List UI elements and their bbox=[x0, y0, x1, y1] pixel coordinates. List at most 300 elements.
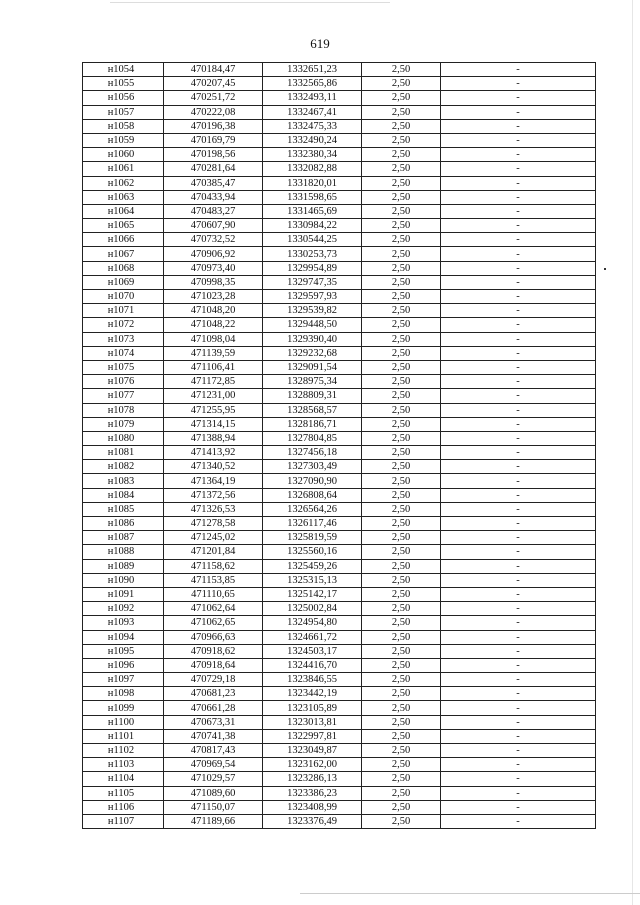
y-coordinate-cell: 1323049,87 bbox=[263, 744, 362, 758]
x-coordinate-cell: 470741,38 bbox=[164, 729, 263, 743]
accuracy-cell: 2,50 bbox=[362, 687, 441, 701]
table-row bbox=[83, 304, 596, 318]
y-coordinate-cell: 1328568,57 bbox=[263, 403, 362, 417]
table-row bbox=[83, 162, 596, 176]
accuracy-cell: 2,50 bbox=[362, 701, 441, 715]
x-coordinate-cell: 470385,47 bbox=[164, 176, 263, 190]
x-coordinate-cell: 470918,62 bbox=[164, 644, 263, 658]
table-row bbox=[83, 389, 596, 403]
accuracy-cell: 2,50 bbox=[362, 673, 441, 687]
point-id-cell: н1100 bbox=[83, 715, 164, 729]
table-row bbox=[83, 658, 596, 672]
y-coordinate-cell: 1325002,84 bbox=[263, 602, 362, 616]
accuracy-cell: 2,50 bbox=[362, 318, 441, 332]
y-coordinate-cell: 1325142,17 bbox=[263, 587, 362, 601]
note-cell: - bbox=[441, 375, 596, 389]
accuracy-cell: 2,50 bbox=[362, 204, 441, 218]
note-cell: - bbox=[441, 431, 596, 445]
x-coordinate-cell: 470817,43 bbox=[164, 744, 263, 758]
accuracy-cell: 2,50 bbox=[362, 630, 441, 644]
note-cell: - bbox=[441, 687, 596, 701]
x-coordinate-cell: 470251,72 bbox=[164, 91, 263, 105]
x-coordinate-cell: 471172,85 bbox=[164, 375, 263, 389]
table-row bbox=[83, 715, 596, 729]
accuracy-cell: 2,50 bbox=[362, 375, 441, 389]
y-coordinate-cell: 1325315,13 bbox=[263, 573, 362, 587]
point-id-cell: н1058 bbox=[83, 119, 164, 133]
note-cell: - bbox=[441, 119, 596, 133]
x-coordinate-cell: 471372,56 bbox=[164, 488, 263, 502]
note-cell: - bbox=[441, 176, 596, 190]
accuracy-cell: 2,50 bbox=[362, 715, 441, 729]
note-cell: - bbox=[441, 77, 596, 91]
x-coordinate-cell: 471158,62 bbox=[164, 559, 263, 573]
x-coordinate-cell: 471098,04 bbox=[164, 332, 263, 346]
point-id-cell: н1107 bbox=[83, 814, 164, 828]
y-coordinate-cell: 1324954,80 bbox=[263, 616, 362, 630]
accuracy-cell: 2,50 bbox=[362, 417, 441, 431]
y-coordinate-cell: 1327804,85 bbox=[263, 431, 362, 445]
x-coordinate-cell: 471062,64 bbox=[164, 602, 263, 616]
accuracy-cell: 2,50 bbox=[362, 133, 441, 147]
x-coordinate-cell: 471023,28 bbox=[164, 290, 263, 304]
point-id-cell: н1087 bbox=[83, 531, 164, 545]
point-id-cell: н1092 bbox=[83, 602, 164, 616]
table-row bbox=[83, 531, 596, 545]
x-coordinate-cell: 470966,63 bbox=[164, 630, 263, 644]
note-cell: - bbox=[441, 346, 596, 360]
accuracy-cell: 2,50 bbox=[362, 233, 441, 247]
x-coordinate-cell: 470198,56 bbox=[164, 148, 263, 162]
x-coordinate-cell: 471110,65 bbox=[164, 587, 263, 601]
accuracy-cell: 2,50 bbox=[362, 488, 441, 502]
point-id-cell: н1101 bbox=[83, 729, 164, 743]
page-number: 619 bbox=[310, 36, 330, 51]
accuracy-cell: 2,50 bbox=[362, 587, 441, 601]
note-cell: - bbox=[441, 814, 596, 828]
y-coordinate-cell: 1330544,25 bbox=[263, 233, 362, 247]
table-row bbox=[83, 814, 596, 828]
table-row bbox=[83, 332, 596, 346]
point-id-cell: н1095 bbox=[83, 644, 164, 658]
accuracy-cell: 2,50 bbox=[362, 304, 441, 318]
x-coordinate-cell: 471089,60 bbox=[164, 786, 263, 800]
y-coordinate-cell: 1324503,17 bbox=[263, 644, 362, 658]
point-id-cell: н1077 bbox=[83, 389, 164, 403]
point-id-cell: н1090 bbox=[83, 573, 164, 587]
x-coordinate-cell: 471048,20 bbox=[164, 304, 263, 318]
y-coordinate-cell: 1323442,19 bbox=[263, 687, 362, 701]
x-coordinate-cell: 471153,85 bbox=[164, 573, 263, 587]
note-cell: - bbox=[441, 673, 596, 687]
y-coordinate-cell: 1324661,72 bbox=[263, 630, 362, 644]
accuracy-cell: 2,50 bbox=[362, 602, 441, 616]
coordinates-table-body bbox=[83, 63, 596, 829]
point-id-cell: н1094 bbox=[83, 630, 164, 644]
note-cell: - bbox=[441, 389, 596, 403]
accuracy-cell: 2,50 bbox=[362, 446, 441, 460]
point-id-cell: н1068 bbox=[83, 261, 164, 275]
point-id-cell: н1088 bbox=[83, 545, 164, 559]
table-row bbox=[83, 673, 596, 687]
note-cell: - bbox=[441, 772, 596, 786]
x-coordinate-cell: 470729,18 bbox=[164, 673, 263, 687]
x-coordinate-cell: 471231,00 bbox=[164, 389, 263, 403]
table-row bbox=[83, 800, 596, 814]
x-coordinate-cell: 470169,79 bbox=[164, 133, 263, 147]
point-id-cell: н1065 bbox=[83, 219, 164, 233]
table-row bbox=[83, 446, 596, 460]
x-coordinate-cell: 470184,47 bbox=[164, 63, 263, 77]
point-id-cell: н1072 bbox=[83, 318, 164, 332]
table-row bbox=[83, 573, 596, 587]
point-id-cell: н1105 bbox=[83, 786, 164, 800]
point-id-cell: н1102 bbox=[83, 744, 164, 758]
note-cell: - bbox=[441, 587, 596, 601]
point-id-cell: н1071 bbox=[83, 304, 164, 318]
table-row bbox=[83, 204, 596, 218]
table-row bbox=[83, 630, 596, 644]
table-row bbox=[83, 431, 596, 445]
y-coordinate-cell: 1332493,11 bbox=[263, 91, 362, 105]
table-row bbox=[83, 417, 596, 431]
point-id-cell: н1080 bbox=[83, 431, 164, 445]
scan-artifact-right-edge bbox=[632, 0, 633, 905]
accuracy-cell: 2,50 bbox=[362, 502, 441, 516]
note-cell: - bbox=[441, 531, 596, 545]
table-row bbox=[83, 502, 596, 516]
table-row bbox=[83, 360, 596, 374]
point-id-cell: н1055 bbox=[83, 77, 164, 91]
point-id-cell: н1104 bbox=[83, 772, 164, 786]
table-row bbox=[83, 176, 596, 190]
accuracy-cell: 2,50 bbox=[362, 290, 441, 304]
table-row bbox=[83, 133, 596, 147]
y-coordinate-cell: 1329747,35 bbox=[263, 275, 362, 289]
point-id-cell: н1086 bbox=[83, 517, 164, 531]
accuracy-cell: 2,50 bbox=[362, 814, 441, 828]
point-id-cell: н1079 bbox=[83, 417, 164, 431]
note-cell: - bbox=[441, 446, 596, 460]
y-coordinate-cell: 1330253,73 bbox=[263, 247, 362, 261]
x-coordinate-cell: 471314,15 bbox=[164, 417, 263, 431]
x-coordinate-cell: 471150,07 bbox=[164, 800, 263, 814]
x-coordinate-cell: 471245,02 bbox=[164, 531, 263, 545]
y-coordinate-cell: 1332490,24 bbox=[263, 133, 362, 147]
x-coordinate-cell: 471364,19 bbox=[164, 474, 263, 488]
accuracy-cell: 2,50 bbox=[362, 105, 441, 119]
accuracy-cell: 2,50 bbox=[362, 800, 441, 814]
point-id-cell: н1057 bbox=[83, 105, 164, 119]
table-row bbox=[83, 290, 596, 304]
accuracy-cell: 2,50 bbox=[362, 531, 441, 545]
table-row bbox=[83, 375, 596, 389]
x-coordinate-cell: 471062,65 bbox=[164, 616, 263, 630]
accuracy-cell: 2,50 bbox=[362, 758, 441, 772]
note-cell: - bbox=[441, 488, 596, 502]
y-coordinate-cell: 1328809,31 bbox=[263, 389, 362, 403]
note-cell: - bbox=[441, 559, 596, 573]
table-row bbox=[83, 275, 596, 289]
point-id-cell: н1096 bbox=[83, 658, 164, 672]
y-coordinate-cell: 1329539,82 bbox=[263, 304, 362, 318]
note-cell: - bbox=[441, 573, 596, 587]
y-coordinate-cell: 1330984,22 bbox=[263, 219, 362, 233]
y-coordinate-cell: 1332467,41 bbox=[263, 105, 362, 119]
y-coordinate-cell: 1331598,65 bbox=[263, 190, 362, 204]
table-row bbox=[83, 687, 596, 701]
note-cell: - bbox=[441, 360, 596, 374]
accuracy-cell: 2,50 bbox=[362, 346, 441, 360]
x-coordinate-cell: 470222,08 bbox=[164, 105, 263, 119]
y-coordinate-cell: 1332380,34 bbox=[263, 148, 362, 162]
point-id-cell: н1067 bbox=[83, 247, 164, 261]
accuracy-cell: 2,50 bbox=[362, 616, 441, 630]
accuracy-cell: 2,50 bbox=[362, 275, 441, 289]
note-cell: - bbox=[441, 190, 596, 204]
table-row bbox=[83, 772, 596, 786]
table-row bbox=[83, 119, 596, 133]
y-coordinate-cell: 1323408,99 bbox=[263, 800, 362, 814]
accuracy-cell: 2,50 bbox=[362, 360, 441, 374]
accuracy-cell: 2,50 bbox=[362, 744, 441, 758]
note-cell: - bbox=[441, 247, 596, 261]
point-id-cell: н1085 bbox=[83, 502, 164, 516]
point-id-cell: н1059 bbox=[83, 133, 164, 147]
point-id-cell: н1062 bbox=[83, 176, 164, 190]
x-coordinate-cell: 470906,92 bbox=[164, 247, 263, 261]
point-id-cell: н1097 bbox=[83, 673, 164, 687]
table-row bbox=[83, 190, 596, 204]
note-cell: - bbox=[441, 460, 596, 474]
x-coordinate-cell: 470732,52 bbox=[164, 233, 263, 247]
y-coordinate-cell: 1326564,26 bbox=[263, 502, 362, 516]
note-cell: - bbox=[441, 502, 596, 516]
point-id-cell: н1069 bbox=[83, 275, 164, 289]
y-coordinate-cell: 1323162,00 bbox=[263, 758, 362, 772]
x-coordinate-cell: 470673,31 bbox=[164, 715, 263, 729]
y-coordinate-cell: 1325819,59 bbox=[263, 531, 362, 545]
note-cell: - bbox=[441, 162, 596, 176]
note-cell: - bbox=[441, 786, 596, 800]
note-cell: - bbox=[441, 616, 596, 630]
x-coordinate-cell: 471340,52 bbox=[164, 460, 263, 474]
accuracy-cell: 2,50 bbox=[362, 772, 441, 786]
accuracy-cell: 2,50 bbox=[362, 63, 441, 77]
y-coordinate-cell: 1332475,33 bbox=[263, 119, 362, 133]
accuracy-cell: 2,50 bbox=[362, 119, 441, 133]
x-coordinate-cell: 471106,41 bbox=[164, 360, 263, 374]
y-coordinate-cell: 1322997,81 bbox=[263, 729, 362, 743]
x-coordinate-cell: 470969,54 bbox=[164, 758, 263, 772]
accuracy-cell: 2,50 bbox=[362, 190, 441, 204]
note-cell: - bbox=[441, 403, 596, 417]
table-row bbox=[83, 460, 596, 474]
point-id-cell: н1106 bbox=[83, 800, 164, 814]
x-coordinate-cell: 471029,57 bbox=[164, 772, 263, 786]
y-coordinate-cell: 1327456,18 bbox=[263, 446, 362, 460]
table-row bbox=[83, 488, 596, 502]
accuracy-cell: 2,50 bbox=[362, 148, 441, 162]
table-row bbox=[83, 318, 596, 332]
point-id-cell: н1056 bbox=[83, 91, 164, 105]
y-coordinate-cell: 1331820,01 bbox=[263, 176, 362, 190]
accuracy-cell: 2,50 bbox=[362, 176, 441, 190]
note-cell: - bbox=[441, 758, 596, 772]
y-coordinate-cell: 1329232,68 bbox=[263, 346, 362, 360]
point-id-cell: н1081 bbox=[83, 446, 164, 460]
y-coordinate-cell: 1323013,81 bbox=[263, 715, 362, 729]
y-coordinate-cell: 1323286,13 bbox=[263, 772, 362, 786]
point-id-cell: н1082 bbox=[83, 460, 164, 474]
note-cell: - bbox=[441, 644, 596, 658]
y-coordinate-cell: 1323105,89 bbox=[263, 701, 362, 715]
note-cell: - bbox=[441, 105, 596, 119]
note-cell: - bbox=[441, 290, 596, 304]
accuracy-cell: 2,50 bbox=[362, 658, 441, 672]
y-coordinate-cell: 1328186,71 bbox=[263, 417, 362, 431]
x-coordinate-cell: 470973,40 bbox=[164, 261, 263, 275]
accuracy-cell: 2,50 bbox=[362, 332, 441, 346]
note-cell: - bbox=[441, 304, 596, 318]
accuracy-cell: 2,50 bbox=[362, 247, 441, 261]
y-coordinate-cell: 1325560,16 bbox=[263, 545, 362, 559]
y-coordinate-cell: 1323376,49 bbox=[263, 814, 362, 828]
y-coordinate-cell: 1326117,46 bbox=[263, 517, 362, 531]
note-cell: - bbox=[441, 204, 596, 218]
table-row bbox=[83, 616, 596, 630]
x-coordinate-cell: 471255,95 bbox=[164, 403, 263, 417]
note-cell: - bbox=[441, 318, 596, 332]
accuracy-cell: 2,50 bbox=[362, 559, 441, 573]
accuracy-cell: 2,50 bbox=[362, 77, 441, 91]
point-id-cell: н1089 bbox=[83, 559, 164, 573]
point-id-cell: н1084 bbox=[83, 488, 164, 502]
accuracy-cell: 2,50 bbox=[362, 729, 441, 743]
y-coordinate-cell: 1323846,55 bbox=[263, 673, 362, 687]
note-cell: - bbox=[441, 701, 596, 715]
note-cell: - bbox=[441, 63, 596, 77]
note-cell: - bbox=[441, 148, 596, 162]
point-id-cell: н1074 bbox=[83, 346, 164, 360]
note-cell: - bbox=[441, 715, 596, 729]
x-coordinate-cell: 471413,92 bbox=[164, 446, 263, 460]
accuracy-cell: 2,50 bbox=[362, 573, 441, 587]
y-coordinate-cell: 1329091,54 bbox=[263, 360, 362, 374]
scan-artifact-dot bbox=[604, 268, 606, 270]
x-coordinate-cell: 471189,66 bbox=[164, 814, 263, 828]
note-cell: - bbox=[441, 474, 596, 488]
accuracy-cell: 2,50 bbox=[362, 389, 441, 403]
note-cell: - bbox=[441, 545, 596, 559]
table-row bbox=[83, 644, 596, 658]
accuracy-cell: 2,50 bbox=[362, 403, 441, 417]
y-coordinate-cell: 1331465,69 bbox=[263, 204, 362, 218]
point-id-cell: н1061 bbox=[83, 162, 164, 176]
table-row bbox=[83, 602, 596, 616]
x-coordinate-cell: 470281,64 bbox=[164, 162, 263, 176]
y-coordinate-cell: 1332082,88 bbox=[263, 162, 362, 176]
note-cell: - bbox=[441, 275, 596, 289]
table-row bbox=[83, 346, 596, 360]
table-row bbox=[83, 474, 596, 488]
point-id-cell: н1064 bbox=[83, 204, 164, 218]
note-cell: - bbox=[441, 630, 596, 644]
y-coordinate-cell: 1332565,86 bbox=[263, 77, 362, 91]
y-coordinate-cell: 1323386,23 bbox=[263, 786, 362, 800]
accuracy-cell: 2,50 bbox=[362, 786, 441, 800]
table-row bbox=[83, 91, 596, 105]
point-id-cell: н1060 bbox=[83, 148, 164, 162]
accuracy-cell: 2,50 bbox=[362, 219, 441, 233]
table-row bbox=[83, 77, 596, 91]
y-coordinate-cell: 1325459,26 bbox=[263, 559, 362, 573]
accuracy-cell: 2,50 bbox=[362, 545, 441, 559]
point-id-cell: н1103 bbox=[83, 758, 164, 772]
point-id-cell: н1076 bbox=[83, 375, 164, 389]
x-coordinate-cell: 471139,59 bbox=[164, 346, 263, 360]
note-cell: - bbox=[441, 417, 596, 431]
x-coordinate-cell: 471326,53 bbox=[164, 502, 263, 516]
note-cell: - bbox=[441, 517, 596, 531]
point-id-cell: н1054 bbox=[83, 63, 164, 77]
x-coordinate-cell: 470196,38 bbox=[164, 119, 263, 133]
y-coordinate-cell: 1329954,89 bbox=[263, 261, 362, 275]
point-id-cell: н1073 bbox=[83, 332, 164, 346]
table-row bbox=[83, 261, 596, 275]
note-cell: - bbox=[441, 800, 596, 814]
point-id-cell: н1066 bbox=[83, 233, 164, 247]
point-id-cell: н1063 bbox=[83, 190, 164, 204]
note-cell: - bbox=[441, 233, 596, 247]
x-coordinate-cell: 470433,94 bbox=[164, 190, 263, 204]
table-row bbox=[83, 729, 596, 743]
note-cell: - bbox=[441, 658, 596, 672]
y-coordinate-cell: 1326808,64 bbox=[263, 488, 362, 502]
y-coordinate-cell: 1324416,70 bbox=[263, 658, 362, 672]
x-coordinate-cell: 471388,94 bbox=[164, 431, 263, 445]
accuracy-cell: 2,50 bbox=[362, 460, 441, 474]
note-cell: - bbox=[441, 261, 596, 275]
table-row bbox=[83, 786, 596, 800]
note-cell: - bbox=[441, 91, 596, 105]
coordinates-table bbox=[82, 62, 596, 829]
x-coordinate-cell: 470918,64 bbox=[164, 658, 263, 672]
point-id-cell: н1091 bbox=[83, 587, 164, 601]
y-coordinate-cell: 1329390,40 bbox=[263, 332, 362, 346]
point-id-cell: н1098 bbox=[83, 687, 164, 701]
note-cell: - bbox=[441, 602, 596, 616]
note-cell: - bbox=[441, 332, 596, 346]
point-id-cell: н1075 bbox=[83, 360, 164, 374]
y-coordinate-cell: 1328975,34 bbox=[263, 375, 362, 389]
scan-artifact-top-line bbox=[110, 2, 390, 3]
table-row bbox=[83, 247, 596, 261]
point-id-cell: н1070 bbox=[83, 290, 164, 304]
accuracy-cell: 2,50 bbox=[362, 644, 441, 658]
x-coordinate-cell: 470607,90 bbox=[164, 219, 263, 233]
x-coordinate-cell: 470681,23 bbox=[164, 687, 263, 701]
note-cell: - bbox=[441, 219, 596, 233]
table-row bbox=[83, 233, 596, 247]
point-id-cell: н1099 bbox=[83, 701, 164, 715]
point-id-cell: н1093 bbox=[83, 616, 164, 630]
table-row bbox=[83, 403, 596, 417]
accuracy-cell: 2,50 bbox=[362, 91, 441, 105]
table-row bbox=[83, 517, 596, 531]
y-coordinate-cell: 1329448,50 bbox=[263, 318, 362, 332]
y-coordinate-cell: 1327303,49 bbox=[263, 460, 362, 474]
